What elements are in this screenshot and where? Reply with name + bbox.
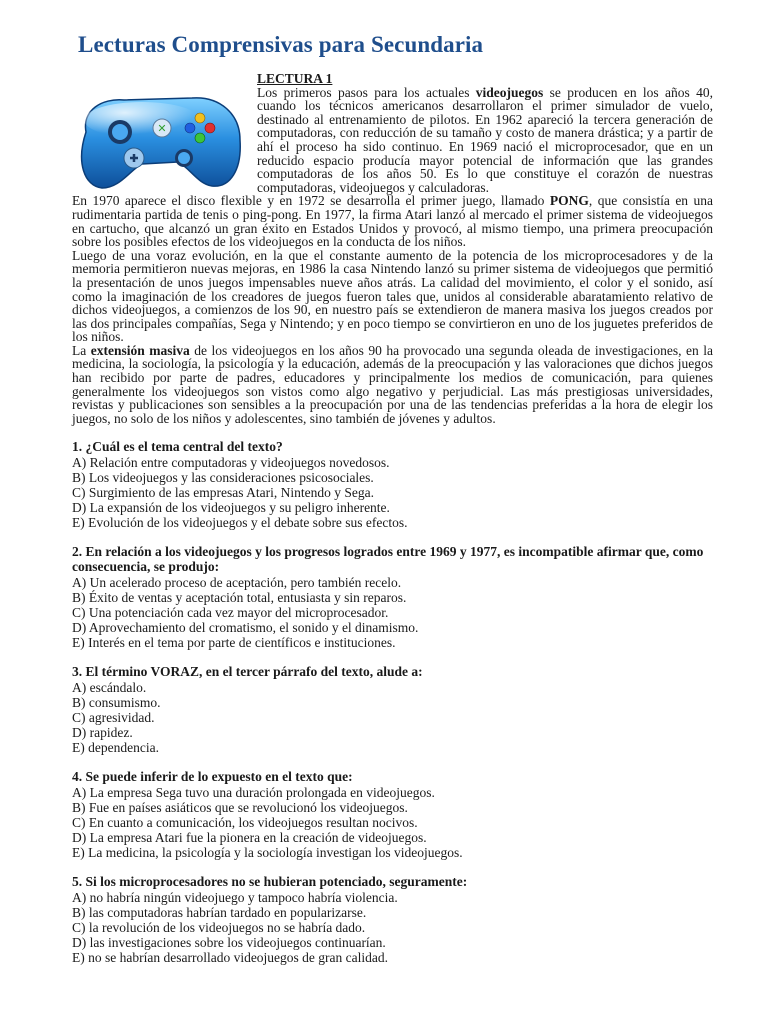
svg-text:✕: ✕ [157, 122, 167, 135]
answer-option: A) La empresa Sega tuvo una duración prolongada en videojuegos. [72, 785, 435, 801]
answer-option: C) la revolución de los videojuegos no se habría dado. [72, 920, 366, 936]
answer-option: D) La empresa Atari fue la pionera en la creación de videojuegos. [72, 830, 427, 846]
question-title: 4. Se puede inferir de lo expuesto en el texto que: [72, 769, 353, 785]
answer-option: A) no habría ningún videojuego y tampoco habría violencia. [72, 890, 398, 906]
answer-option: D) rapidez. [72, 725, 133, 741]
paragraph-4 [72, 344, 713, 426]
question-block [72, 439, 713, 530]
text-run: se producen en los años 40, cuando los técnicos americanos desarrollaron el primer simulador de vuelo, destinado al entrenamiento de pilotos. En 1962 apareció la tercera generación de computadoras, con reducción de su tamaño y costo de manera drástica; y a partir de ahí el proceso ha sido continuo. En 1969 nació el microprocesador, que en un reducido espacio producía mayor potencial de información que las grandes computadoras de los años 50. Es lo que constituye el corazón de nuestras computadoras, videojuegos y calculadoras. [257, 84, 713, 195]
answer-option: E) Evolución de los videojuegos y el debate sobre sus efectos. [72, 515, 408, 531]
question-block [72, 544, 713, 650]
text-run: , que consistía en una rudimentaria partida de tenis o ping-pong. En 1977, la firma Atari lanzó al mercado el primer sistema de videojuegos en cartucho, que alcanzó un gran éxito en Estados Unidos y provocó, al mismo tiempo, una primera preocupación sobre los posibles efectos de los videojuegos en la conducta de los niños. [72, 193, 713, 250]
answer-option: D) Aprovechamiento del cromatismo, el sonido y el dinamismo. [72, 620, 419, 636]
text-run: Los primeros pasos para los actuales [257, 84, 476, 100]
answer-option: C) En cuanto a comunicación, los videojuegos resultan nocivos. [72, 815, 418, 831]
text-run: La [72, 342, 91, 358]
answer-option: A) Relación entre computadoras y videojuegos novedosos. [72, 455, 390, 471]
question-title: 2. En relación a los videojuegos y los progresos logrados entre 1969 y 1977, es incompatible afirmar que, como consecuencia, se produjo: [72, 544, 704, 575]
answer-option: E) Interés en el tema por parte de científicos e instituciones. [72, 635, 396, 651]
answer-option: E) dependencia. [72, 740, 159, 756]
question-title: 5. Si los microprocesadores no se hubieran potenciado, seguramente: [72, 874, 468, 890]
text-run: Luego de una voraz evolución, en la que el constante aumento de la potencia de los microprocesadores y de la memoria permitieron nuevas mejoras, en 1986 la casa Nintendo lanzó su primer sistema de videojuegos que permitió la presentación de unos juegos impensables nueve años atrás. La calidad del movimiento, el color y el sonido, así como la imaginación de los creadores de juegos fueron tales que, unidos al considerable abaratamiento relativo de dichos videojuegos, a comienzos de los 90, en nuestro país se extendieron de manera masiva los juegos creados por las dos principales compañías, Sega y Nintendo; y en poco tiempo se convirtieron en uno de los juguetes preferidos de los niños. [72, 247, 713, 345]
text-run: En 1970 aparece el disco flexible y en 1972 se desarrolla el primer juego, llamado [72, 193, 550, 209]
paragraph-1 [257, 86, 713, 195]
bold-text: videojuegos [475, 84, 544, 100]
answer-option: D) las investigaciones sobre los videojuegos continuarían. [72, 935, 386, 951]
answer-option: C) Una potenciación cada vez mayor del microprocesador. [72, 605, 389, 621]
answer-option: E) La medicina, la psicología y la sociología investigan los videojuegos. [72, 845, 463, 861]
answer-option: B) Los videojuegos y las consideraciones psicosociales. [72, 470, 374, 486]
answer-option: C) agresividad. [72, 710, 155, 726]
answer-option: C) Surgimiento de las empresas Atari, Nintendo y Sega. [72, 485, 374, 501]
question-block [72, 664, 713, 755]
bold-text: extensión masiva [90, 342, 190, 358]
page-title: Lecturas Comprensivas para Secundaria [78, 32, 484, 57]
reading-text [72, 72, 713, 965]
answer-option: B) las computadoras habrían tardado en popularizarse. [72, 905, 367, 921]
questions-section [72, 439, 713, 965]
answer-option: A) escándalo. [72, 680, 147, 696]
answer-option: B) Fue en países asiáticos que se revolucionó los videojuegos. [72, 800, 408, 816]
answer-option: B) consumismo. [72, 695, 161, 711]
question-title: 3. El término VORAZ, en el tercer párrafo del texto, alude a: [72, 664, 423, 680]
answer-option: E) no se habrían desarrollado videojuegos de gran calidad. [72, 950, 389, 966]
question-block [72, 769, 713, 860]
question-block [72, 874, 713, 965]
text-run: de los videojuegos en los años 90 ha provocado una segunda oleada de investigaciones, en la medicina, la sociología, la psicología y la educación, además de la preocupación y las valoraciones que dichos juegos han recibido por parte de padres, educadores y principalmente los medios de comunicación, para quienes generalmente los videojuegos son vistos como algo negativo y perjudicial. Las más prestigiosas universidades, revistas y publicaciones son sensibles a la preocupación por una de las tendencias preferidas a la hora de elegir los juegos, no solo de los niños y adolescentes, sino también de jóvenes y adultos. [72, 342, 714, 426]
answer-option: A) Un acelerado proceso de aceptación, pero también recelo. [72, 575, 402, 591]
answer-option: B) Éxito de ventas y aceptación total, entusiasta y sin reparos. [72, 590, 407, 606]
bold-text: PONG [549, 193, 589, 209]
reading-intro [257, 72, 713, 194]
reading-heading: LECTURA 1 [257, 71, 333, 86]
paragraph-2 [72, 194, 713, 248]
question-title: 1. ¿Cuál es el tema central del texto? [72, 439, 283, 455]
answer-option: D) La expansión de los videojuegos y su peligro inherente. [72, 500, 390, 516]
paragraph-3 [72, 249, 713, 344]
